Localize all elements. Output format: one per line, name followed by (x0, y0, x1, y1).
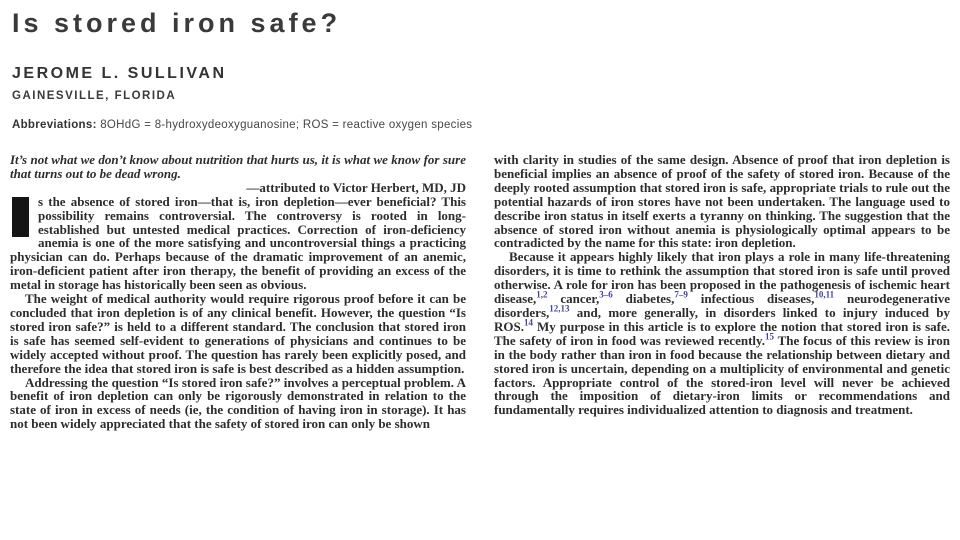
abbreviations-label: Abbreviations: (12, 119, 97, 131)
author-name: JEROME L. SULLIVAN (12, 65, 227, 82)
abbreviations-text: 8OHdG = 8-hydroxydeoxyguanosine; ROS = reactive oxygen species (96, 119, 473, 131)
reference-superscript: 7–9 (674, 289, 688, 300)
reference-superscript: 10,11 (814, 289, 835, 300)
page-title: Is stored iron safe? (12, 8, 342, 38)
drop-cap-i (12, 197, 29, 237)
body-paragraph: with clarity in studies of the same design. Absence of proof that iron depletion is beneficial implies an absence of proof of the safety of stored iron. Because of the deeply rooted assumption that stored iron is safe, appropriate trials to rule out the potential hazards of iron stores have not been undertaken. The language used to describe iron status in itself exerts a tyranny on thinking. The suggestion that the absence of stored iron without anemia is physiologically optimal appears to be contradicted by the name for this state: iron depletion. (494, 152, 950, 251)
body-paragraph: Addressing the question “Is stored iron safe?” involves a perceptual problem. A benefit of iron depletion can only be rigorously demonstrated in relation to the state of iron in excess of needs (ie, the condition of having iron in storage). It has not been widely appreciated that the safety of stored iron can only be shown (10, 374, 466, 432)
body-paragraph (10, 195, 466, 292)
epigraph-attribution: —attributed to Victor Herbert, MD, JD (246, 179, 466, 195)
author-location: GAINESVILLE, FLORIDA (12, 90, 177, 102)
reference-superscript: 1,2 (536, 289, 548, 300)
left-column (10, 153, 466, 431)
body-paragraph-with-references: Because it appears highly likely that iron plays a role in many life-threatening disorders, it is time to rethink the assumption that stored iron is safe until proved otherwise. A role for iron has been proposed in the pathogenesis of ischemic heart disease,$^{1,2}$ cancer,$^{3-6}$ diabetes,$^{7-9}$ infectious diseases,$^{10,11}$ neurodegenerative disorders,$^{12,13}$ and, more generally, in disorders linked to injury induced by ROS.$^{14}$ My purpose in this article is to explore the notion that stored iron is safe. The safety of iron in food was reviewed recently.$^{15}$ The focus of this review is iron in the body rather than iron in food because the relationship between dietary and stored iron is uncertain, depending on a multiplicity of environmental and genetic factors. Appropriate control of the stored-iron level will never be achieved through the imposition of dietary-iron limits or recommendations and fundamentally requires individualized attention to diagnosis and treatment. (494, 249, 950, 418)
abbreviations-line (12, 119, 950, 131)
right-column (494, 153, 950, 431)
reference-superscript: 15 (765, 331, 775, 342)
body-paragraph: The weight of medical authority would require rigorous proof before it can be concluded that iron depletion is of any clinical benefit. However, the question “Is stored iron safe?” is held to a different standard. The conclusion that stored iron is safe has seemed self-evident to generations of physicians and continues to be widely accepted without proof. The question has rarely been explicitly posed, and therefore the idea that stored iron is safe is best described as a hidden assumption. (10, 291, 466, 376)
two-column-body (10, 153, 950, 431)
reference-superscript: 3–6 (599, 289, 613, 300)
reference-superscript: 12,13 (549, 303, 570, 314)
epigraph (10, 153, 466, 195)
epigraph-quote: It’s not what we don’t know about nutrition that hurts us, it is what we know for sure that turns out to be dead wrong. (10, 152, 466, 181)
paragraph-text: s the absence of stored iron—that is, iron depletion—ever beneficial? This possibility remains controversial. The controversy is rooted in long-established but untested medical practices. Correction of iron-deficiency anemia is one of the more satisfying and uncontroversial things a practicing physician can do. Perhaps because of the dramatic improvement of an anemic, iron-deficient patient after iron therapy, the benefit of providing an excess of the metal in storage has historically been seen as obvious. (10, 193, 466, 293)
reference-superscript: 14 (523, 317, 533, 328)
